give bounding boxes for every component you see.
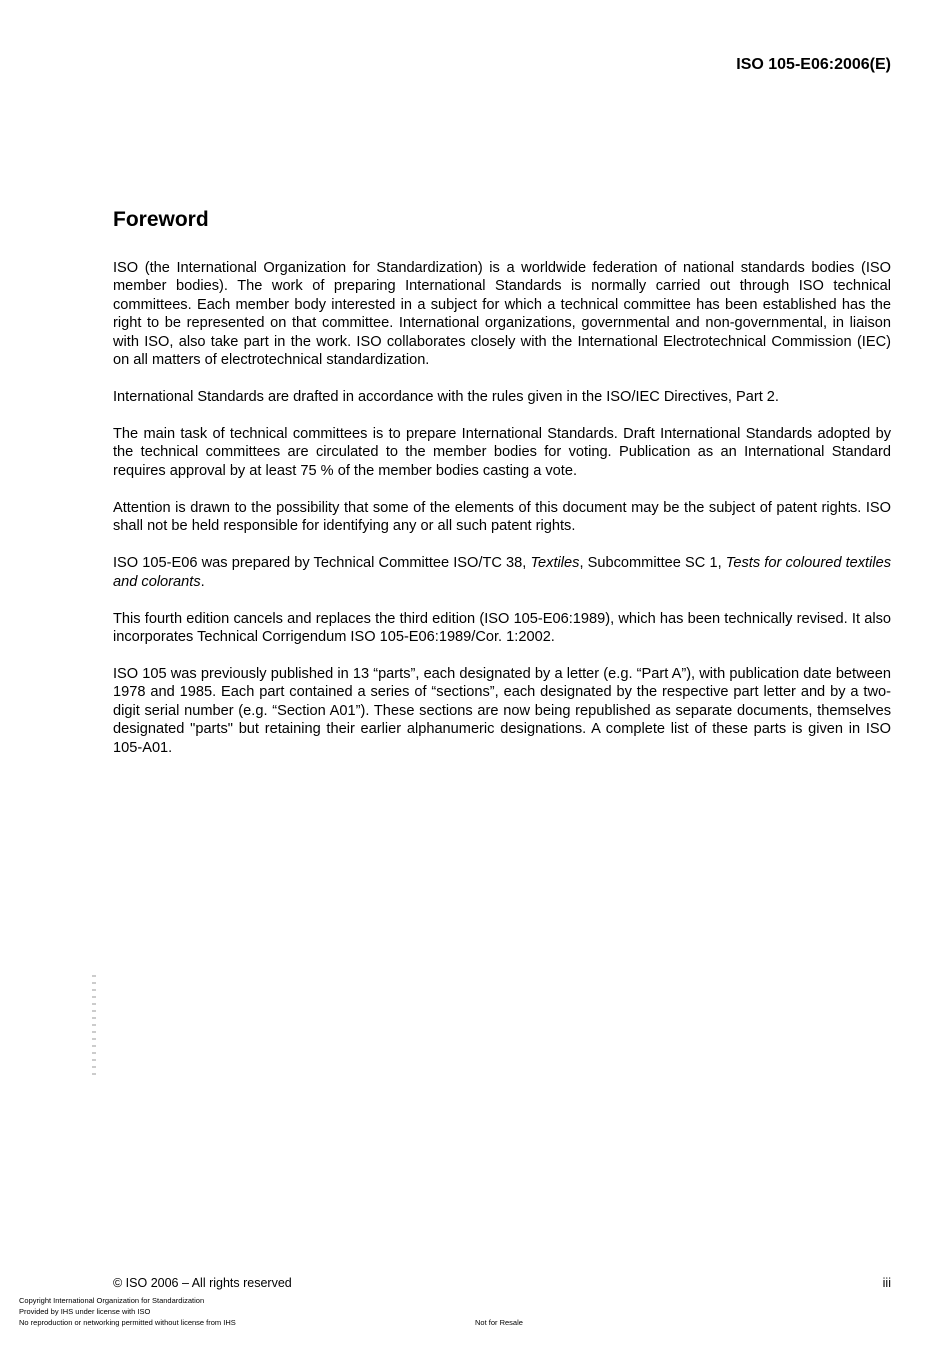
page-number: iii [882, 1276, 891, 1290]
license-line: No reproduction or networking permitted without license from IHS [19, 1318, 236, 1327]
license-line: Provided by IHS under license with ISO [19, 1307, 151, 1316]
document-id: ISO 105-E06:2006(E) [736, 56, 891, 73]
paragraph [113, 665, 891, 757]
text: , Subcommittee SC 1, [579, 555, 726, 572]
license-line: Copyright International Organization for Standardization [19, 1296, 205, 1305]
text: ISO (the International Organization for Standardization) is a worldwide federation of national standards bodies (ISO member bodies). The work of preparing International Standards is normally carried out through ISO technical committees. Each member body interested in a subject for which a technical committee has been established has the right to be represented on that committee. International organizations, governmental and non-governmental, in liaison with ISO, also take part in the work. ISO collaborates closely with the International Electrotechnical Commission (IEC) on all matters of electrotechnical standardization. [113, 260, 891, 369]
paragraph [113, 388, 891, 406]
section-title: Foreword [113, 208, 209, 231]
text: Attention is drawn to the possibility that some of the elements of this document may be the subject of patent rights. ISO shall not be held responsible for identifying any or all such patent rights. [113, 499, 891, 535]
italic-text: Textiles [530, 555, 580, 572]
not-for-resale: Not for Resale [475, 1318, 523, 1327]
paragraph [113, 259, 891, 369]
text: . [200, 573, 205, 590]
text: The main task of technical committees is to prepare International Standards. Draft International Standards adopted by the technical committees are circulated to the member bodies for voting. Publication as an International Standard requires approval by at least 75 % of the member bodies casting a vote. [113, 426, 891, 479]
text: ISO 105-E06 was prepared by Technical Committee ISO/TC 38, [113, 555, 531, 572]
text: This fourth edition cancels and replaces the third edition (ISO 105-E06:1989), which has been technically revised. It also incorporates Technical Corrigendum ISO 105-E06:1989/Cor. 1:2002. [113, 610, 891, 646]
italic-text: Tests for coloured textiles and colorants [113, 555, 892, 590]
foreword-body [113, 259, 891, 776]
paragraph [113, 499, 891, 536]
text: International Standards are drafted in accordance with the rules given in the ISO/IEC Directives, Part 2. [113, 389, 779, 406]
paragraph [113, 554, 891, 591]
text: ISO 105 was previously published in 13 “parts”, each designated by a letter (e.g. “Part A”), with publication date between 1978 and 1985. Each part contained a series of “sections”, each designated by the respective part letter and by a two-digit serial number (e.g. “Section A01”). These sections are now being republished as separate documents, themselves designated "parts" but retaining their earlier alphanumeric designations. A complete list of these parts is given in ISO 105-A01. [113, 666, 891, 756]
paragraph [113, 610, 891, 647]
paragraph [113, 425, 891, 480]
copyright-notice: © ISO 2006 – All rights reserved [113, 1276, 292, 1290]
faint-margin-mark [92, 975, 96, 1075]
